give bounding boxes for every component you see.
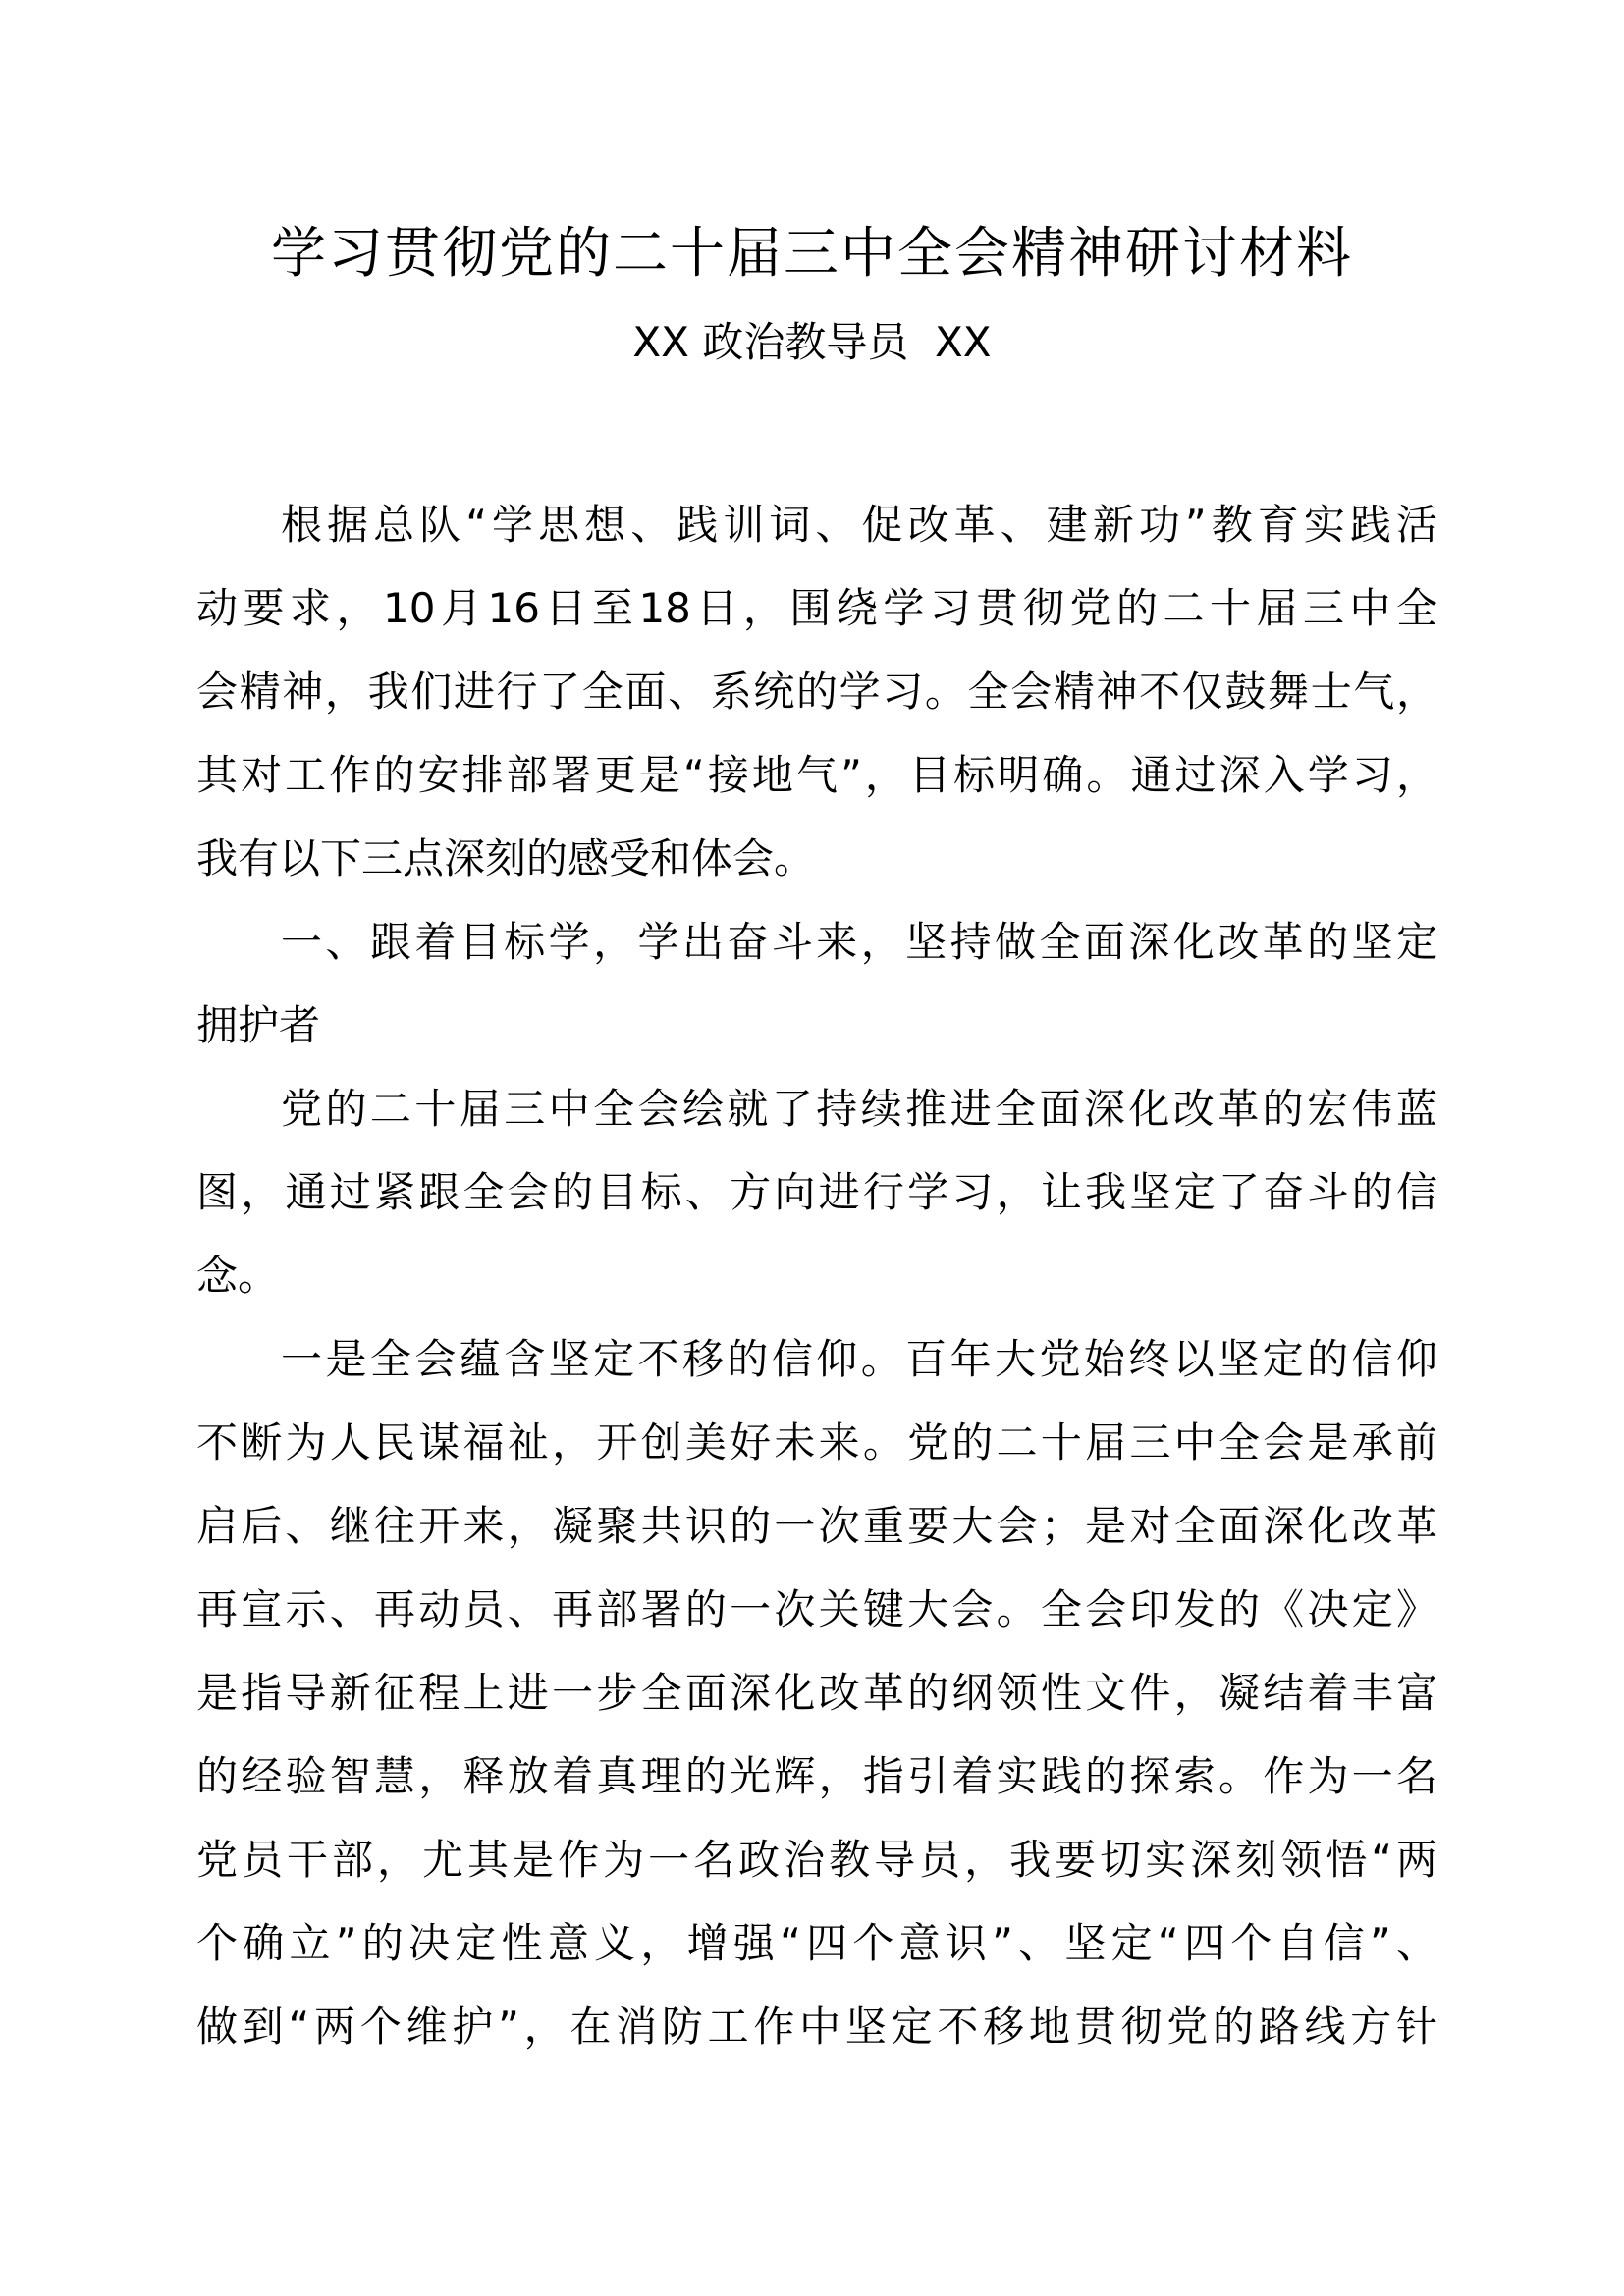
heading-line: 拥护者: [196, 1001, 321, 1049]
paragraph-line: 的经验智慧，释放着真理的光辉，指引着实践的探索。作为一名: [196, 1752, 1437, 1800]
paragraph-line: 其对工作的安排部署更是“接地气”，目标明确。通过深入学习，: [196, 751, 1437, 799]
heading-line: 一、跟着目标学，学出奋斗来，坚持做全面深化改革的坚定: [281, 918, 1437, 966]
author-unit: XX: [632, 318, 689, 366]
section-one-paragraph: [196, 1067, 1437, 1317]
paragraph-line: 不断为人民谋福祉，开创美好未来。党的二十届三中全会是承前: [196, 1418, 1437, 1467]
author-line: [0, 312, 1624, 373]
paragraph-line: 会精神，我们进行了全面、系统的学习。全会精神不仅鼓舞士气，: [196, 667, 1437, 716]
paragraph-line: 党的二十届三中全会绘就了持续推进全面深化改革的宏伟蓝: [281, 1085, 1437, 1133]
paragraph-line: 再宣示、再动员、再部署的一次关键大会。全会印发的《决定》: [196, 1585, 1437, 1633]
paragraph-line: 图，通过紧跟全会的目标、方向进行学习，让我坚定了奋斗的信: [196, 1168, 1437, 1216]
document-title: 学习贯彻党的二十届三中全会精神研讨材料: [271, 222, 1353, 286]
paragraph-line: 一是全会蕴含坚定不移的信仰。百年大党始终以坚定的信仰: [281, 1335, 1437, 1383]
author-role: 政治教导员: [702, 318, 909, 366]
paragraph-line: 我有以下三点深刻的感受和体会。: [196, 834, 816, 882]
paragraph-line: 动要求，10月16日至18日，围绕学习贯彻党的二十届三中全: [196, 584, 1437, 632]
paragraph-line: 做到“两个维护”，在消防工作中坚定不移地贯彻党的路线方针: [196, 2002, 1437, 2051]
paragraph-line: 党员干部，尤其是作为一名政治教导员，我要切实深刻领悟“两: [196, 1836, 1437, 1884]
author-name: XX: [935, 318, 992, 366]
paragraph-line: 个确立”的决定性意义，增强“四个意识”、坚定“四个自信”、: [196, 1919, 1437, 1967]
intro-paragraph: [196, 483, 1437, 900]
paragraph-line: 是指导新征程上进一步全面深化改革的纲领性文件，凝结着丰富: [196, 1669, 1437, 1717]
section-one-heading: [196, 900, 1437, 1067]
point-one-paragraph: [196, 1317, 1437, 2068]
paragraph-line: 启后、继往开来，凝聚共识的一次重要大会；是对全面深化改革: [196, 1502, 1437, 1550]
document-body: [196, 483, 1437, 2068]
paragraph-line: 念。: [196, 1252, 280, 1300]
paragraph-line: 根据总队“学思想、践训词、促改革、建新功”教育实践活: [281, 501, 1437, 549]
